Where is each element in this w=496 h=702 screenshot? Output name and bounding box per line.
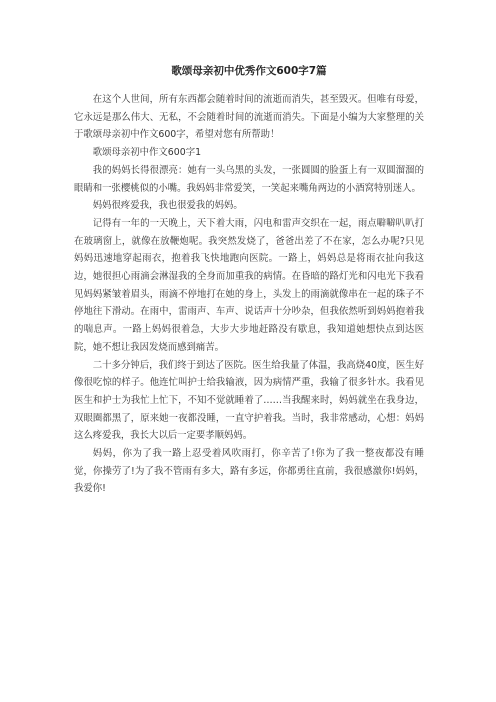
- document-page: [74, 64, 424, 498]
- essay-paragraph: 妈妈很疼爱我，我也很爱我的妈妈。: [92, 200, 243, 212]
- essay-heading: 歌颂母亲初中作文600字1: [92, 147, 202, 159]
- intro-paragraph: 在这个人世间，所有东西都会随着时间的流逝而消失，甚至毁灭。但唯有母爱，它永远是那么伟大、无私，不会随着时间的流逝而消失。下面是小编为大家整理的关于歌颂母亲初中作文600字，希望对您有所帮助！: [74, 94, 424, 141]
- essay-paragraph: 二十多分钟后，我们终于到达了医院。医生给我量了体温，我高烧40度，医生好像很吃惊的样子。他连忙叫护士给我输液，因为病情严重，我输了很多针水。我看见医生和护士为我忙上忙下，不知不觉就睡着了……当我醒来时，妈妈就坐在我身边，双眼圈都黑了，原来她一夜都没睡，一直守护着我。当时，我非常感动，心想：妈妈这么疼爱我，我长大以后一定要孝顺妈妈。: [74, 359, 424, 442]
- essay-paragraph: 妈妈，你为了我一路上忍受着风吹雨打，你辛苦了!你为了我一整夜都没有睡觉，你操劳了!为了我不管雨有多大，路有多远，你都勇往直前，我很感激你!妈妈，我爱你!: [74, 448, 424, 495]
- essay-paragraph: 我的妈妈长得很漂亮：她有一头乌黑的头发，一张圆圆的脸蛋上有一双圆溜溜的眼睛和一张樱桃似的小嘴。我妈妈非常爱笑，一笑起来嘴角两边的小酒窝特别迷人。: [74, 164, 424, 194]
- essay-paragraph: 记得有一年的一天晚上，天下着大雨，闪电和雷声交织在一起，雨点噼噼叭叭打在玻璃窗上，就像在放鞭炮呢。我突然发烧了，爸爸出差了不在家，怎么办呢?只见妈妈迅速地穿起雨衣，抱着我飞快地跑向医院。一路上，妈妈总是将雨衣扯向我这边，她很担心雨滴会淋湿我的全身而加重我的病情。在昏暗的路灯光和闪电光下我看见妈妈紧皱着眉头，雨滴不停地打在她的身上，头发上的雨滴就像串在一起的珠子不停地往下滑动。在雨中，雷雨声、车声、说话声十分吵杂，但我依然听到妈妈抱着我的喘息声。一路上妈妈很着急，大步大步地赶路没有歇息，我知道她想快点到达医院，她不想让我因发烧而感到痛苦。: [74, 217, 424, 353]
- document-title: 歌颂母亲初中优秀作文600字7篇: [171, 65, 327, 77]
